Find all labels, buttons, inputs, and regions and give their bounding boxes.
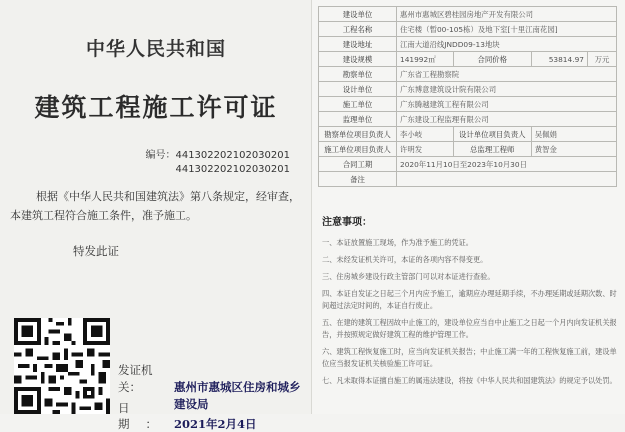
table-row [319, 82, 617, 97]
row-label: 备注 [319, 172, 397, 187]
row-value: 广东建设工程监理有限公司 [397, 112, 617, 127]
special-issue-text: 特发此证 [73, 244, 119, 258]
row-label-2: 设计单位项目负责人 [453, 127, 531, 142]
row-label: 设计单位 [319, 82, 397, 97]
row-label: 监理单位 [319, 112, 397, 127]
list-item: 七、凡未取得本证擅自施工的属违法建设，将按《中华人民共和国建筑法》的规定予以处罚。 [322, 376, 617, 385]
certificate-number [130, 149, 290, 177]
table-row [319, 52, 617, 67]
row-unit: 万元 [587, 52, 616, 67]
row-value: 李小岐 [397, 127, 454, 142]
table-row [319, 37, 617, 52]
table-row [319, 127, 617, 142]
notes-list [322, 237, 618, 387]
row-label: 合同工期 [319, 157, 397, 172]
issuer-value: 惠州市惠城区住房和城乡 [174, 380, 301, 394]
list-item: 一、本证放置施工现场，作为准予施工的凭证。 [322, 238, 473, 247]
number-label: 编号： [145, 150, 176, 161]
row-value: 141992㎡ [397, 52, 454, 67]
row-value-2: 黄智金 [531, 142, 616, 157]
table-row [319, 22, 617, 37]
issue-date [118, 400, 257, 432]
project-info-table [318, 6, 617, 187]
list-item: 二、未经发证机关许可，本证的各项内容不得变更。 [322, 255, 488, 264]
row-value-2: 吴佩娟 [531, 127, 616, 142]
date-value: 2021年2月4日 [174, 417, 257, 431]
row-label: 建设规模 [319, 52, 397, 67]
list-item: 四、本证自发证之日起三个月内应予施工，逾期应办理延期手续，不办理延期或延期次数、时间超过法定时间的，本证自行废止。 [322, 289, 617, 310]
number-value-2: 441302202102030201 [175, 164, 290, 175]
row-label: 施工单位 [319, 97, 397, 112]
table-row [319, 142, 617, 157]
row-label: 建设单位 [319, 7, 397, 22]
issuer-value-cont: 建设局 [174, 397, 209, 411]
country-name: 中华人民共和国 [85, 38, 226, 60]
table-row [319, 157, 617, 172]
list-item: 三、住房城乡建设行政主管部门可以对本证进行查验。 [322, 272, 495, 281]
table-row [319, 7, 617, 22]
table-row [319, 172, 617, 187]
notes-section [322, 213, 618, 392]
row-label-2: 总监理工程师 [453, 142, 531, 157]
row-value: 江南大道沿线JNDD09-13地块 [397, 37, 617, 52]
list-item: 五、在建的建筑工程因故中止施工的，建设单位应当自中止施工之日起一个月内向发证机关报告，并按照规定做好建筑工程的维护管理工作。 [322, 318, 617, 339]
row-value: 2020年11月10日至2023年10月30日 [397, 157, 617, 172]
row-value: 住宅楼（暂00-105栋）及地下室[十里江南花园] [397, 22, 617, 37]
statement-line-2: 本建筑工程符合施工条件，准予施工。 [10, 209, 197, 222]
row-label: 工程名称 [319, 22, 397, 37]
statement [10, 187, 300, 225]
row-label: 施工单位项目负责人 [319, 142, 397, 157]
row-label-2: 合同价格 [453, 52, 531, 67]
list-item: 六、建筑工程恢复施工时，应当向发证机关报告；中止施工满一年的工程恢复施工前，建设单位应当报发证机关核验施工许可证。 [322, 347, 617, 368]
table-row [319, 112, 617, 127]
row-value: 许明发 [397, 142, 454, 157]
row-value: 广东腾越建筑工程有限公司 [397, 97, 617, 112]
row-value-2: 53814.97 [531, 52, 587, 67]
row-value: 惠州市惠城区碧桂园房地产开发有限公司 [397, 7, 617, 22]
notes-title: 注意事项： [322, 217, 372, 228]
row-value: 广东省工程勘察院 [397, 67, 617, 82]
row-value: 广东博意建筑设计院有限公司 [397, 82, 617, 97]
row-value [397, 172, 617, 187]
table-row [319, 67, 617, 82]
number-value-1: 441302202102030201 [175, 150, 290, 161]
date-label: 日 期： [118, 401, 173, 431]
table-row [319, 97, 617, 112]
issuer-label: 发证机关： [118, 363, 153, 394]
statement-line-1: 根据《中华人民共和国建筑法》第八条规定，经审查， [36, 190, 300, 203]
row-label: 建设地址 [319, 37, 397, 52]
certificate-title: 建筑工程施工许可证 [34, 93, 278, 122]
row-label: 勘察单位 [319, 67, 397, 82]
cover-page [0, 0, 312, 431]
row-label: 勘察单位项目负责人 [319, 127, 397, 142]
qr-code-icon[interactable] [14, 318, 110, 414]
